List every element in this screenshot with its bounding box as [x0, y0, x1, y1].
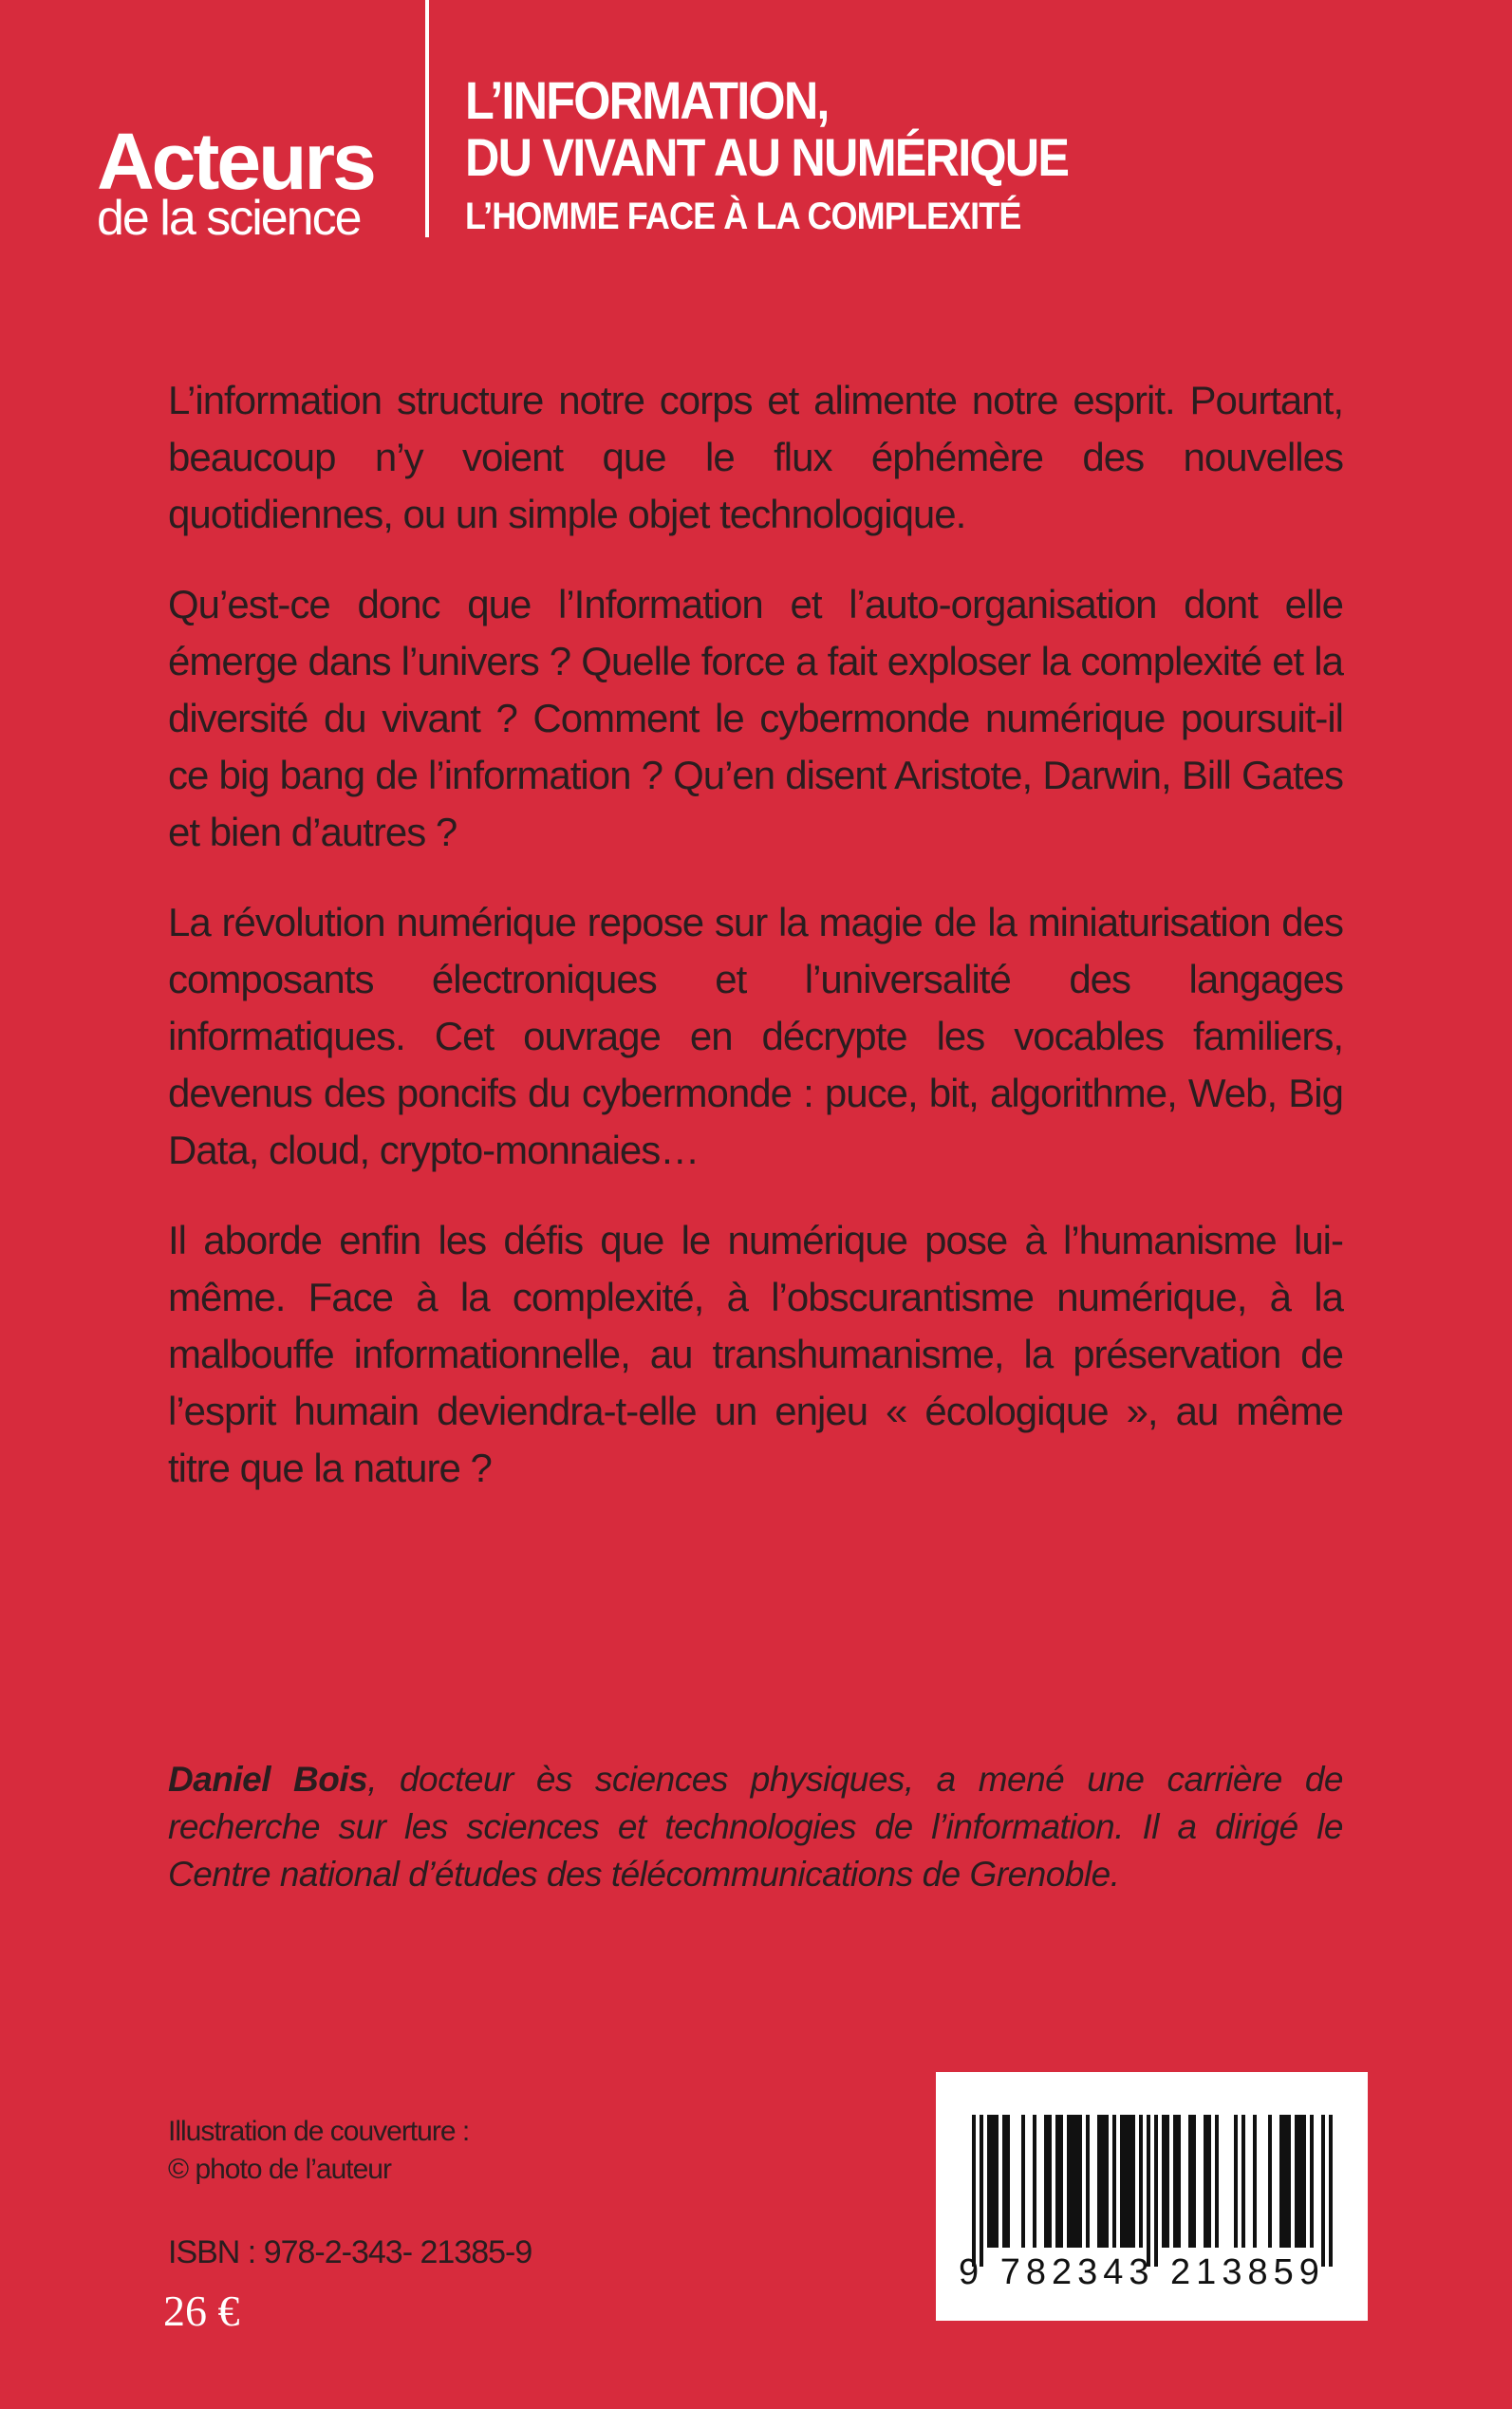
barcode-bar [1173, 2115, 1177, 2248]
author-name: Daniel Bois [168, 1760, 368, 1799]
barcode-bar [1131, 2115, 1135, 2248]
barcode-bar [1310, 2115, 1314, 2248]
barcode-bar [1021, 2115, 1025, 2248]
barcode-bar [1166, 2115, 1169, 2248]
series-subname: de la science [97, 191, 361, 246]
barcode-bar [1204, 2115, 1207, 2248]
barcode-bar [1298, 2115, 1302, 2248]
barcode-bar [987, 2115, 991, 2248]
cover-credits [168, 2113, 469, 2189]
barcode-bar [1162, 2115, 1166, 2248]
blurb-paragraph: Il aborde enfin les défis que le numérique pose à l’humanisme lui-même. Face à la complexité, à l’obscurantisme numérique, à la malbouffe informationnelle, au transhumanisme, la préservation de l’esprit humain deviendra-t-elle un enjeu « écologique », au même titre que la nature ? [168, 1218, 1343, 1490]
barcode-bar [995, 2115, 999, 2248]
blurb-paragraph: La révolution numérique repose sur la magie de la miniaturisation des composants électroniques et l’universalité des langages informatiques. Cet ouvrage en décrypte les vocables familiers, devenus des poncifs du cybermonde : puce, bit, algorithme, Web, Big Data, cloud, crypto-monnaies… [168, 900, 1343, 1172]
blurb [168, 372, 1343, 1530]
barcode-bar [1059, 2115, 1063, 2248]
series-logo [97, 117, 374, 246]
barcode-bar [1071, 2115, 1074, 2248]
credits-line-1: Illustration de couverture : [168, 2116, 470, 2147]
barcode-bar [1033, 2115, 1036, 2248]
barcode-bar [991, 2115, 995, 2248]
credits-line-2: © photo de l’auteur [168, 2154, 391, 2185]
barcode-bar [1241, 2115, 1245, 2248]
barcode-digits: 9 782343 213859 [959, 2252, 1325, 2292]
barcode-bar [1283, 2115, 1287, 2248]
barcode-bar [1048, 2115, 1052, 2248]
barcode-bar [1329, 2115, 1333, 2267]
barcode-bars [972, 2115, 1333, 2267]
barcode-bar [980, 2115, 983, 2267]
barcode-bar [1321, 2115, 1325, 2267]
barcode-bar [1154, 2115, 1158, 2267]
price: 26 € [163, 2287, 240, 2335]
barcode-bar [1074, 2115, 1078, 2248]
barcode-bar [1078, 2115, 1082, 2248]
barcode-bar [1295, 2115, 1298, 2248]
barcode-bar [1044, 2115, 1048, 2248]
barcode [936, 2072, 1368, 2321]
header-divider [425, 0, 429, 237]
barcode-bar [1128, 2115, 1131, 2248]
barcode-bar [1139, 2115, 1143, 2248]
barcode-bar [1086, 2115, 1090, 2248]
subtitle: L’HOMME FACE À LA COMPLEXITÉ [465, 196, 1021, 237]
barcode-bar [1105, 2115, 1109, 2248]
barcode-bar [1006, 2115, 1010, 2248]
barcode-bar [1097, 2115, 1101, 2248]
barcode-bar [1112, 2115, 1116, 2248]
barcode-bar [1188, 2115, 1192, 2248]
barcode-bar [1253, 2115, 1257, 2248]
blurb-paragraph: L’information structure notre corps et alimente notre esprit. Pourtant, beaucoup n’y voient que le flux éphémère des nouvelles quotidiennes, ou un simple objet technologique. [168, 378, 1343, 536]
barcode-bar [1101, 2115, 1105, 2248]
barcode-bar [1124, 2115, 1128, 2248]
barcode-bar [1055, 2115, 1059, 2248]
barcode-bar [1279, 2115, 1283, 2248]
barcode-bar [1067, 2115, 1071, 2248]
isbn: ISBN : 978-2-343- 21385-9 [168, 2234, 532, 2270]
series-name: Acteurs [97, 117, 374, 206]
barcode-bar [1192, 2115, 1196, 2248]
blurb-paragraph: Qu’est-ce donc que l’Information et l’auto-organisation dont elle émerge dans l’univers ? Quelle force a fait exploser la complexité et la diversité du vivant ? Comment le cybermonde numérique poursuit-il ce big bang de l’information ? Qu’en disent Aristote, Darwin, Bill Gates et bien d’autres ? [168, 582, 1343, 854]
title-line-1: L’INFORMATION, [465, 70, 829, 130]
author-bio [168, 1756, 1343, 1898]
barcode-bar [1268, 2115, 1272, 2248]
author-bio-text: , docteur ès sciences physiques, a mené une carrière de recherche sur les sciences et technologies de l’information. Il a dirigé le Centre national d’études des télécommunications de Grenoble. [168, 1760, 1343, 1894]
barcode-bar [1177, 2115, 1181, 2248]
barcode-bar [1302, 2115, 1306, 2248]
book-title [465, 70, 1135, 237]
barcode-bar [1287, 2115, 1291, 2248]
barcode-bar [1215, 2115, 1219, 2248]
barcode-bar [1120, 2115, 1124, 2248]
barcode-bar [972, 2115, 976, 2267]
barcode-bar [1147, 2115, 1150, 2267]
barcode-bar [1002, 2115, 1006, 2248]
title-line-2: DU VIVANT AU NUMÉRIQUE [465, 127, 1069, 187]
barcode-bar [1234, 2115, 1238, 2248]
barcode-bar [1207, 2115, 1211, 2248]
